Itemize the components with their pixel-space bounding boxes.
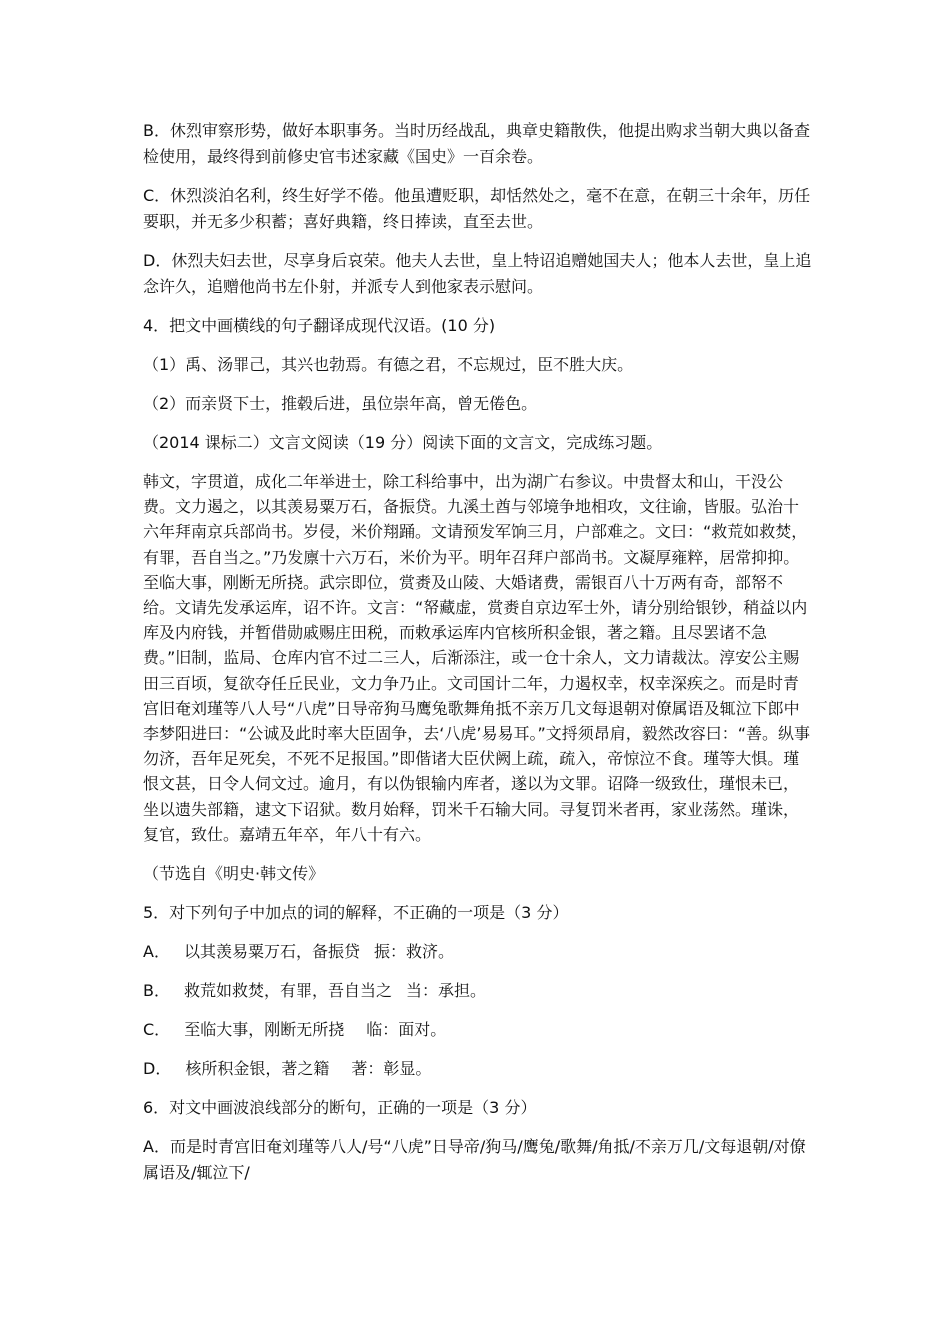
question-5-option-c bbox=[143, 1017, 813, 1043]
option-d-paragraph: D．休烈夫妇去世，尽享身后哀荣。他夫人去世，皇上特诏追赠她国夫人；他本人去世，皇上追念许久，追赠他尚书左仆射，并派专人到他家表示慰问。 bbox=[143, 251, 812, 296]
question-4-item-1: （1）禹、汤罪己，其兴也勃焉。有德之君，不忘规过，臣不胜大庆。 bbox=[143, 355, 634, 374]
passage-source: （节选自《明史·韩文传》 bbox=[143, 864, 325, 884]
question-4-item-2: （2）而亲贤下士，推毂后进，虽位崇年高，曾无倦色。 bbox=[143, 394, 538, 413]
option-letter: A． bbox=[143, 942, 170, 962]
question-5-option-d bbox=[143, 1056, 813, 1082]
classical-passage: 韩文，字贯道，成化二年举进士，除工科给事中，出为湖广右参议。中贵督太和山，干没公费。文力遏之，以其羡易粟万石，备振贷。九溪土酋与邻境争地相攻，文往谕，皆服。弘治十六年拜南京兵部尚书。岁侵，米价翔踊。文请预发军饷三月，户部难之。文曰：“救荒如救焚，有罪，吾自当之。”乃发廪十六万石，米价为平。明年召拜户部尚书。文凝厚雍粹，居常抑抑。至临大事，刚断无所挠。武宗即位，赏赉及山陵、大婚诸费，需银百八十万两有奇，部帑不给。文请先发承运库，诏不许。文言：“帑藏虚，赏赉自京边军士外，请分别给银钞，稍益以内库及内府钱，并暂借勋戚赐庄田税，而敕承运库内官核所积金银，著之籍。且尽罢诸不急费。”旧制，监局、仓库内官不过二三人，后渐添注，或一仓十余人，文力请裁汰。淳安公主赐田三百顷，复欲夺任丘民业，文力争乃止。文司国计二年，力遏权幸，权幸深疾之。而是时青宫旧奄刘瑾等八人号“八虎”日导帝狗马鹰兔歌舞角抵不亲万几文每退朝对僚属语及辄泣下郎中李梦阳进曰：“公诚及此时率大臣固争，去‘八虎’易易耳。”文捋须昂肩，毅然改容曰：“善。纵事勿济，吾年足死矣，不死不足报国。”即偕诸大臣伏阙上疏，疏入，帝惊泣不食。瑾等大惧。瑾恨文甚，日令人伺文过。逾月，有以伪银输内库者，遂以为文罪。诏降一级致仕，瑾恨未已，坐以遗失部籍，逮文下诏狱。数月始释，罚米千石输大同。寻复罚米者再，家业荡然。瑾诛，复官，致仕。嘉靖五年卒，年八十有六。 bbox=[143, 472, 811, 844]
option-letter: D． bbox=[143, 1059, 172, 1079]
option-letter: C． bbox=[143, 1020, 171, 1040]
document-page bbox=[143, 118, 813, 1199]
question-6-option-a: A．而是时青宫旧奄刘瑾等八人/号“八虎”日导帝/狗马/鹰兔/歌舞/角抵/不亲万几/文每退朝/对僚属语及/辄泣下/ bbox=[143, 1137, 806, 1183]
section-heading: （2014 课标二）文言文阅读（19 分）阅读下面的文言文，完成练习题。 bbox=[143, 433, 663, 452]
question-5-option-a bbox=[143, 939, 813, 965]
option-sentence: 以其羡易粟万石，备振贷 bbox=[183, 942, 360, 962]
option-gloss: 振：救济。 bbox=[373, 942, 454, 962]
question-6: 6．对文中画波浪线部分的断句，正确的一项是（3 分） bbox=[143, 1098, 537, 1118]
option-b-paragraph: B．休烈审察形势，做好本职事务。当时历经战乱，典章史籍散佚，他提出购求当朝大典以备查检使用，最终得到前修史官韦述家藏《国史》一百余卷。 bbox=[143, 121, 810, 166]
question-4: 4．把文中画横线的句子翻译成现代汉语。(10 分) bbox=[143, 316, 496, 335]
question-5-option-b bbox=[143, 978, 813, 1004]
option-sentence: 至临大事，刚断无所挠 bbox=[184, 1020, 345, 1040]
question-5: 5．对下列句子中加点的词的解释，不正确的一项是（3 分） bbox=[143, 903, 569, 923]
option-sentence: 核所积金银，著之籍 bbox=[185, 1059, 330, 1079]
option-gloss: 临：面对。 bbox=[366, 1020, 447, 1040]
option-c-paragraph: C．休烈淡泊名利，终生好学不倦。他虽遭贬职，却恬然处之，毫不在意，在朝三十余年，历任要职，并无多少积蓄；喜好典籍，终日捧读，直至去世。 bbox=[143, 186, 811, 231]
option-letter: B． bbox=[143, 981, 170, 1001]
option-gloss: 著：彰显。 bbox=[351, 1059, 432, 1079]
option-sentence: 救荒如救焚，有罪，吾自当之 bbox=[183, 981, 392, 1001]
option-gloss: 当：承担。 bbox=[406, 981, 487, 1001]
